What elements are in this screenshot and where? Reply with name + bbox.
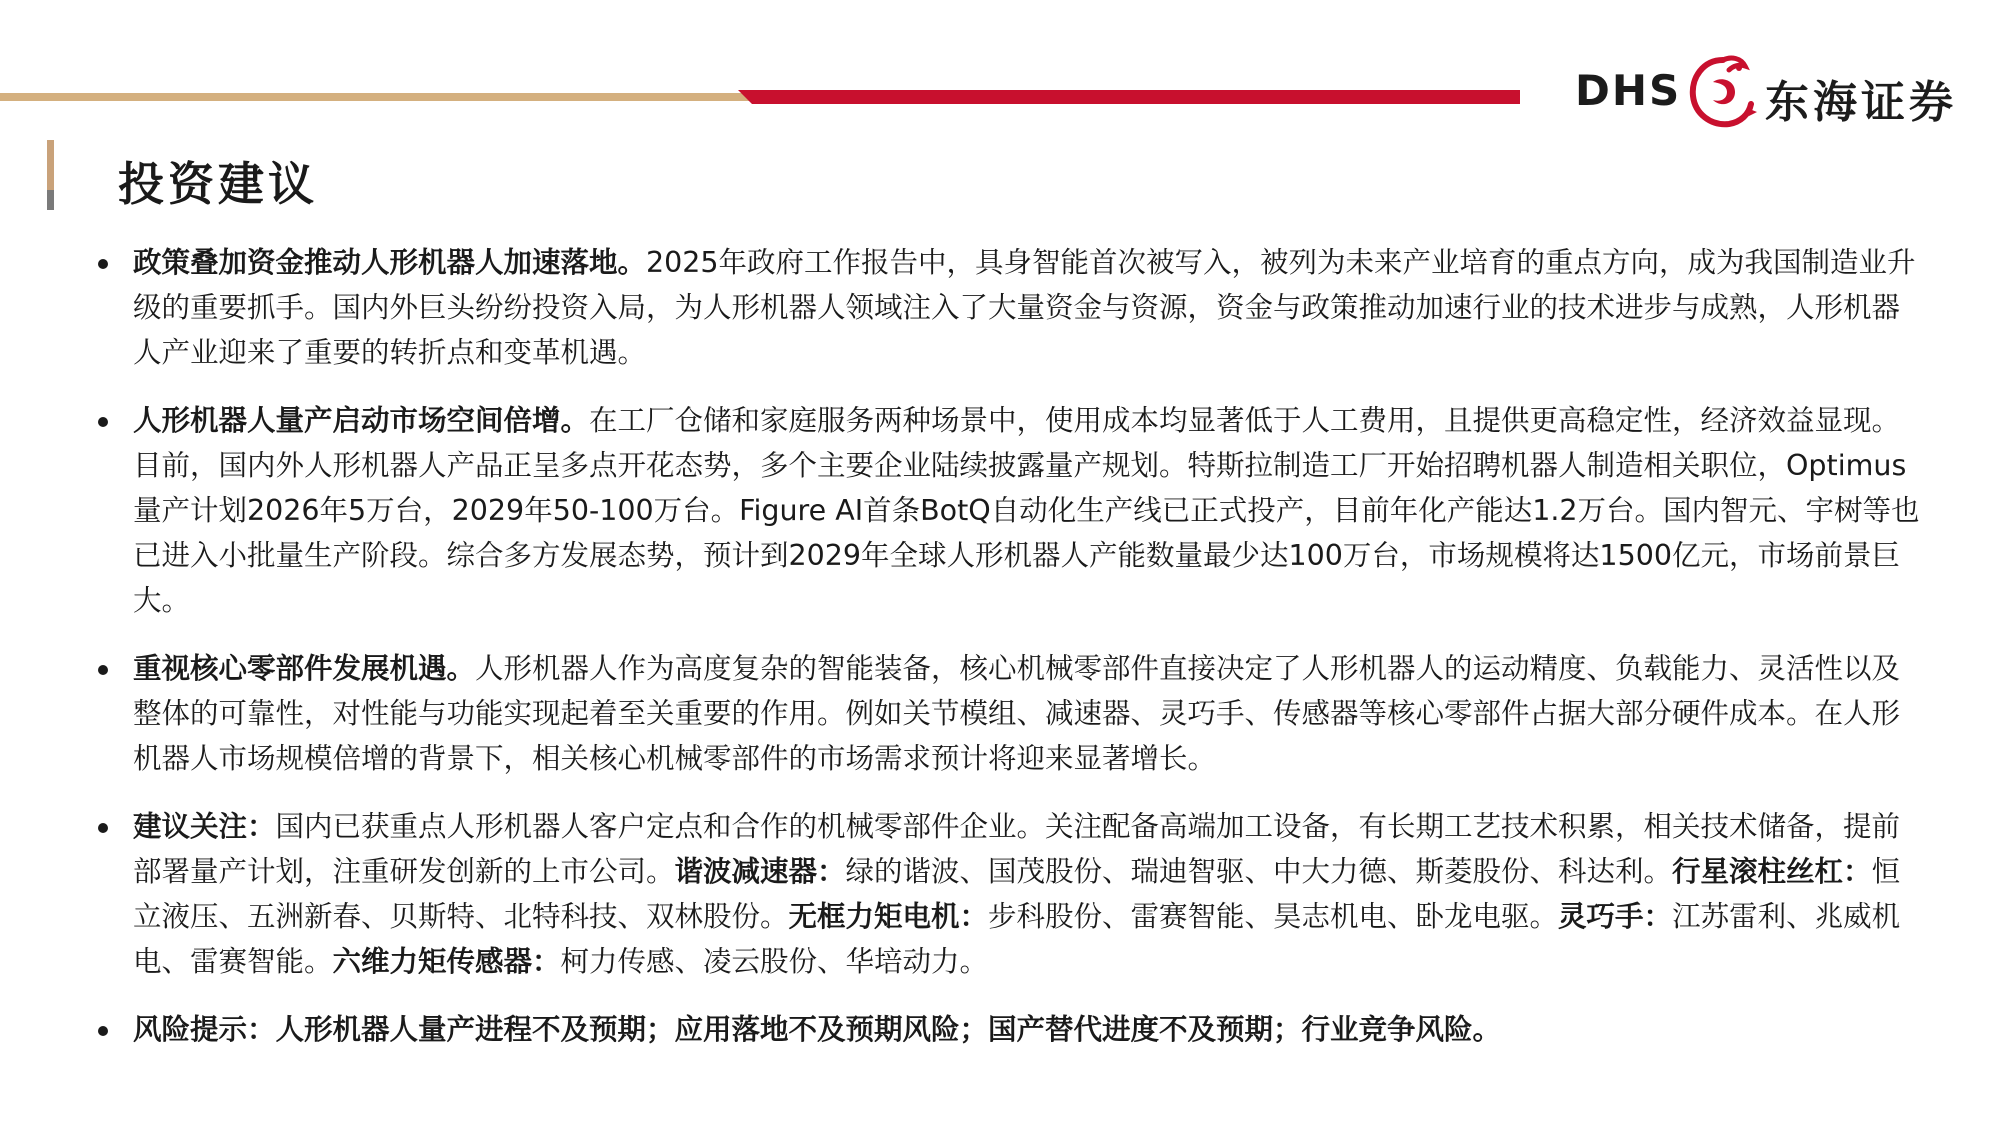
category-roller-screw: 行星滚柱丝杠： (1672, 855, 1872, 888)
bullet-body: 在工厂仓储和家庭服务两种场景中，使用成本均显著低于人工费用，且提供更高稳定性，经济效益显现。目前，国内外人形机器人产品正呈多点开花态势，多个主要企业陆续披露量产规划。特斯拉制造工厂开始招聘机器人制造相关职位，Optimus量产计划2026年5万台，2029年50-100万台。Figure AI首条BotQ自动化生产线已正式投产，目前年化产能达1.2万台。国内智元、宇树等也已进入小批量生产阶段。综合多方发展态势，预计到2029年全球人形机器人产能数量最少达100万台，市场规模将达1500亿元，市场前景巨大。 (133, 404, 1920, 617)
bullet-recommendations (95, 804, 1925, 984)
bullet-dot (98, 665, 108, 675)
header-band (0, 90, 1520, 104)
bullet-dot (98, 417, 108, 427)
bullet-heading: 政策叠加资金推动人形机器人加速落地。 (133, 246, 647, 279)
title-accent-bar (47, 140, 54, 210)
logo-latin-text: DHS (1575, 66, 1682, 115)
category-six-axis-sensor: 六维力矩传感器： (332, 945, 561, 978)
dragon-emblem-icon (1683, 52, 1761, 132)
bullet-body: 国内已获重点人形机器人客户定点和合作的机械零部件企业。关注配备高端加工设备，有长期工艺技术积累，相关技术储备，提前部署量产计划，注重研发创新的上市公司。 (133, 810, 1901, 888)
company-logo (1575, 52, 1985, 132)
bullet-core-components (95, 646, 1925, 781)
bullet-mass-production (95, 398, 1925, 623)
companies-roller-screw: 恒立液压、五洲新春、贝斯特、北特科技、双林股份。 (133, 855, 1901, 933)
risk-warning-text: 风险提示：人形机器人量产进程不及预期；应用落地不及预期风险；国产替代进度不及预期；行业竞争风险。 (133, 1013, 1502, 1046)
bullet-dot (98, 259, 108, 269)
companies-dexterous-hand: 江苏雷利、兆威机电、雷赛智能。 (133, 900, 1901, 978)
page-title: 投资建议 (118, 157, 318, 211)
bullet-body: 2025年政府工作报告中，具身智能首次被写入，被列为未来产业培育的重点方向，成为我国制造业升级的重要抓手。国内外巨头纷纷投资入局，为人形机器人领域注入了大量资金与资源，资金与政策推动加速行业的技术进步与成熟，人形机器人产业迎来了重要的转折点和变革机遇。 (133, 246, 1916, 369)
bullet-list (95, 240, 1925, 1052)
category-frameless-motor: 无框力矩电机： (788, 900, 989, 933)
bullet-policy (95, 240, 1925, 375)
bullet-heading: 建议关注： (133, 810, 276, 843)
category-harmonic-reducer: 谐波减速器： (674, 855, 846, 888)
bullet-dot (98, 1026, 108, 1036)
logo-chinese-text: 东海证券 (1765, 77, 1957, 128)
bullet-body: 人形机器人作为高度复杂的智能装备，核心机械零部件直接决定了人形机器人的运动精度、负载能力、灵活性以及整体的可靠性，对性能与功能实现起着至关重要的作用。例如关节模组、减速器、灵巧手、传感器等核心零部件占据大部分硬件成本。在人形机器人市场规模倍增的背景下，相关核心机械零部件的市场需求预计将迎来显著增长。 (133, 652, 1901, 775)
red-stripe (738, 90, 1520, 104)
bullet-risk-warning (95, 1007, 1925, 1052)
category-dexterous-hand: 灵巧手： (1558, 900, 1673, 933)
companies-harmonic-reducer: 绿的谐波、国茂股份、瑞迪智驱、中大力德、斯菱股份、科达利。 (845, 855, 1673, 888)
bullet-heading: 重视核心零部件发展机遇。 (133, 652, 476, 685)
bullet-dot (98, 823, 108, 833)
bullet-heading: 人形机器人量产启动市场空间倍增。 (133, 404, 590, 437)
companies-six-axis-sensor: 柯力传感、凌云股份、华培动力。 (560, 945, 989, 978)
gold-stripe (0, 93, 752, 101)
companies-frameless-motor: 步科股份、雷赛智能、昊志机电、卧龙电驱。 (988, 900, 1559, 933)
